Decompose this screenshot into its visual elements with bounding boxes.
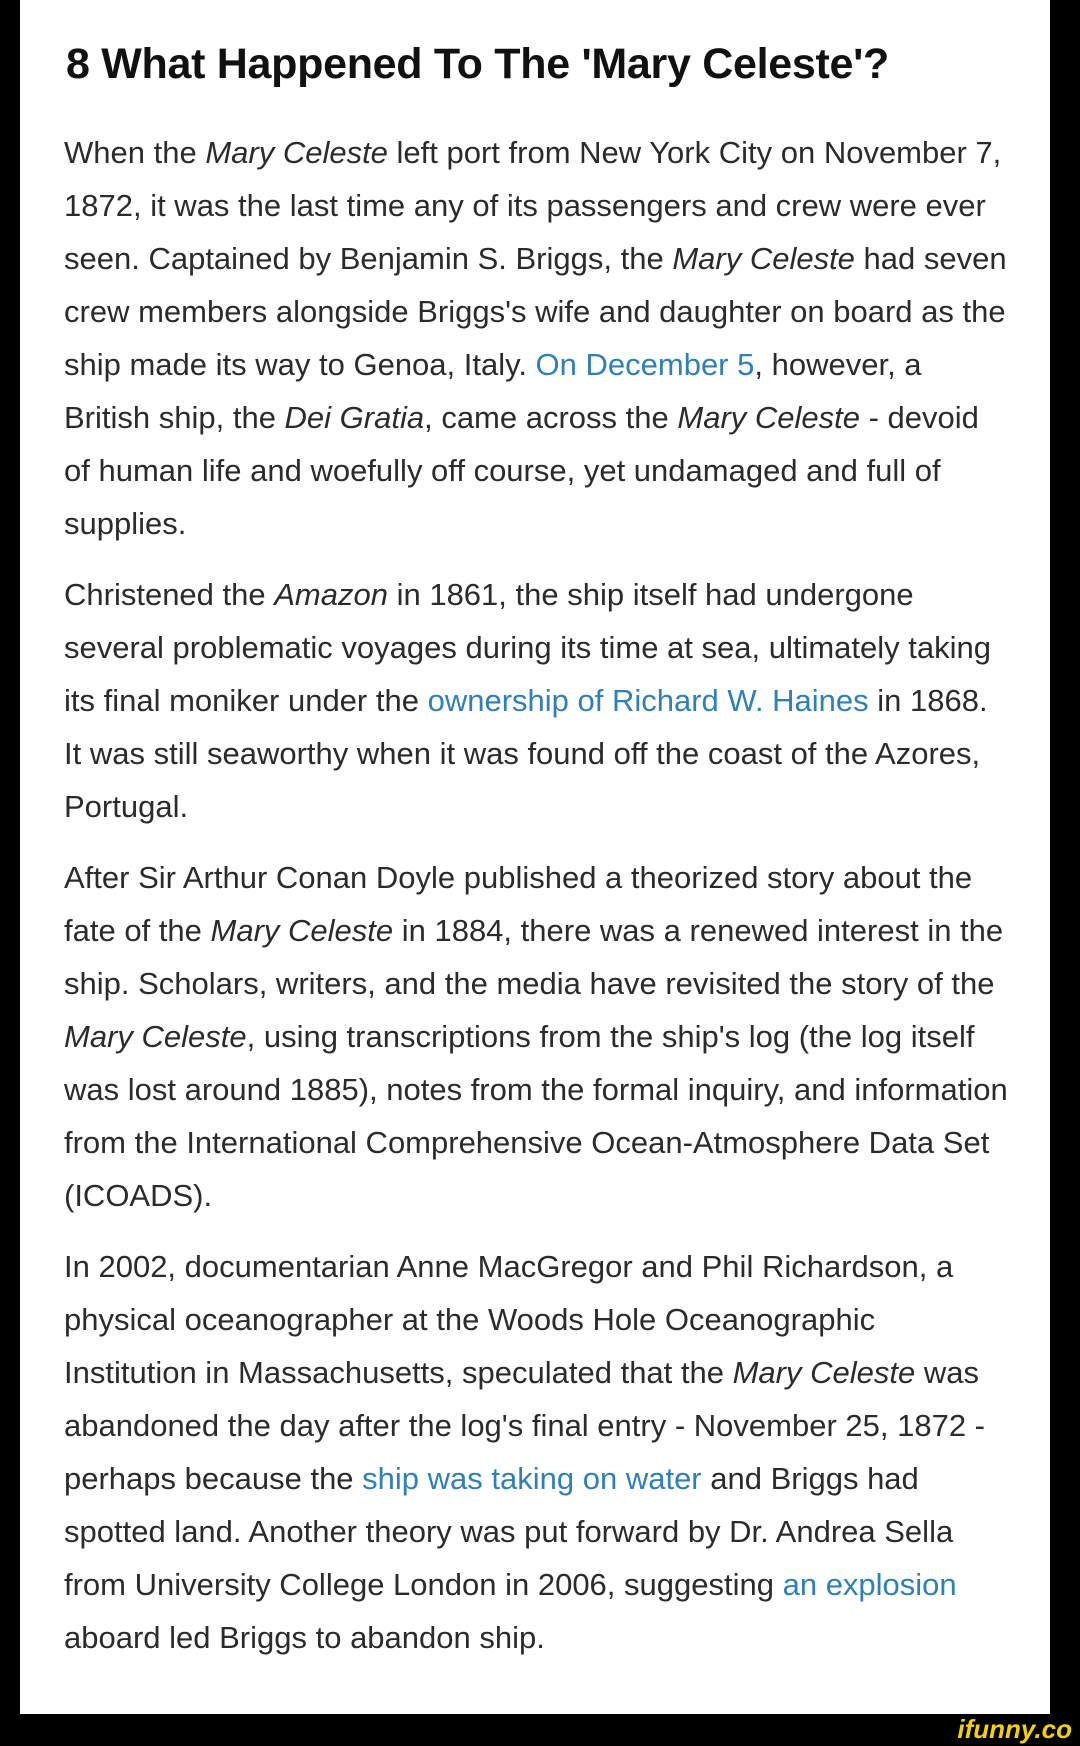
inline-link[interactable]: On December 5 bbox=[535, 347, 755, 382]
italic-text: Dei Gratia bbox=[284, 400, 425, 435]
body-text: , came across the bbox=[424, 400, 678, 435]
ifunny-watermark: ifunny.co bbox=[957, 1714, 1072, 1744]
body-text: and Briggs had spotted land. Another theory was put forward by Dr. Andrea Sella from University College London in 2006, suggesting bbox=[64, 1461, 954, 1602]
body-text: in 1868. It was still seaworthy when it was found off the coast of the Azores, Portugal. bbox=[64, 683, 988, 824]
italic-text: Mary Celeste bbox=[732, 1355, 916, 1390]
body-text: had seven crew members alongside Briggs's wife and daughter on board as the ship made its way to Genoa, Italy. bbox=[64, 241, 1007, 382]
body-text: After Sir Arthur Conan Doyle published a theorized story about the fate of the bbox=[64, 860, 973, 948]
article-card bbox=[20, 0, 1050, 1714]
body-text: was abandoned the day after the log's final entry - November 25, 1872 - perhaps because the bbox=[64, 1355, 985, 1496]
italic-text: Mary Celeste bbox=[205, 135, 388, 170]
italic-text: Amazon bbox=[274, 577, 388, 612]
bottom-bar bbox=[0, 1714, 1080, 1746]
italic-text: Mary Celeste bbox=[64, 1019, 247, 1054]
body-text: Christened the bbox=[64, 577, 275, 612]
inline-link[interactable]: an explosion bbox=[782, 1567, 957, 1602]
article-body bbox=[44, 126, 1020, 1664]
body-text: in 1884, there was a renewed interest in the ship. Scholars, writers, and the media have revisited the story of the bbox=[64, 913, 1004, 1001]
inline-link[interactable]: ownership of Richard W. Haines bbox=[427, 683, 869, 718]
body-text: , using transcriptions from the ship's log (the log itself was lost around 1885), notes from the formal inquiry, and information from the International Comprehensive Ocean-Atmosphere Data Set (ICOADS). bbox=[64, 1019, 1008, 1213]
body-text: When the bbox=[64, 135, 206, 170]
article-title: 8 What Happened To The 'Mary Celeste'? bbox=[66, 40, 890, 88]
inline-link[interactable]: ship was taking on water bbox=[362, 1461, 702, 1496]
body-text: left port from New York City on November 7, 1872, it was the last time any of its passengers and crew were ever seen. Captained by Benjamin S. Briggs, the bbox=[64, 135, 1002, 276]
article-paragraph bbox=[64, 1240, 1020, 1664]
body-text: - devoid of human life and woefully off course, yet undamaged and full of supplies. bbox=[64, 400, 979, 541]
body-text: in 1861, the ship itself had undergone several problematic voyages during its time at sea, ultimately taking its final moniker under the bbox=[64, 577, 991, 718]
article-paragraph bbox=[64, 568, 1020, 833]
italic-text: Mary Celeste bbox=[672, 241, 855, 276]
body-text: aboard led Briggs to abandon ship. bbox=[64, 1620, 545, 1655]
body-text: In 2002, documentarian Anne MacGregor and Phil Richardson, a physical oceanographer at the Woods Hole Oceanographic Institution in Massachusetts, speculated that the bbox=[64, 1249, 954, 1390]
article-paragraph bbox=[64, 851, 1020, 1222]
italic-text: Mary Celeste bbox=[210, 913, 394, 948]
article-paragraph bbox=[64, 126, 1020, 550]
body-text: , however, a British ship, the bbox=[64, 347, 922, 435]
italic-text: Mary Celeste bbox=[677, 400, 860, 435]
